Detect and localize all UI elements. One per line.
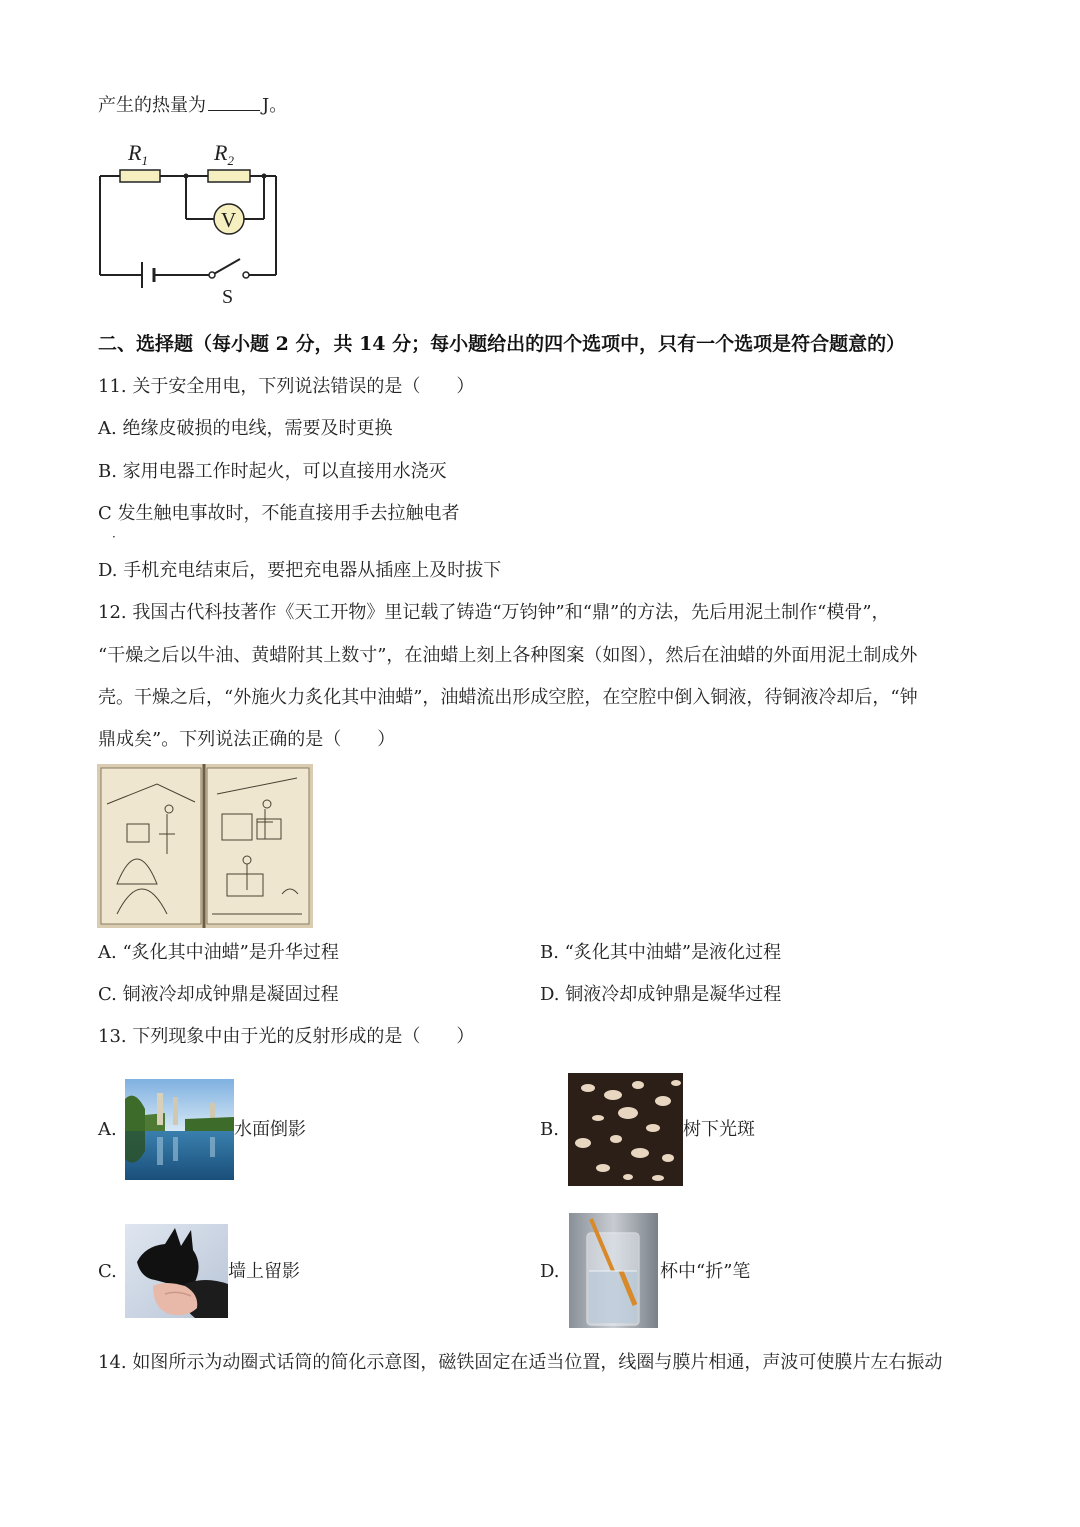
q13-option-c-letter[interactable]: C.: [98, 1261, 117, 1282]
q12-option-a[interactable]: A. “炙化其中油蜡”是升华过程: [98, 942, 339, 963]
voltmeter-label: V: [221, 208, 237, 232]
q13-option-b-letter[interactable]: B.: [540, 1119, 559, 1140]
q13-option-d-caption: 杯中“折”笔: [660, 1261, 751, 1282]
circuit-diagram: [90, 135, 290, 310]
q12-stem-line-3: 壳。干燥之后，“外施火力炙化其中油蜡”，油蜡流出形成空腔，在空腔中倒入铜液，待铜液冷却后，“钟: [98, 687, 918, 708]
q11-option-d[interactable]: D. 手机充电结束后，要把充电器从插座上及时拔下: [98, 560, 502, 581]
q12-stem-line-2: “干燥之后以牛油、黄蜡附其上数寸”，在油蜡上刻上各种图案（如图），然后在油蜡的外面用泥土制成外: [98, 645, 918, 666]
resistor-r2: [208, 170, 250, 182]
q12-option-b[interactable]: B. “炙化其中油蜡”是液化过程: [540, 942, 782, 963]
q10-prefix: 产生的热量为: [98, 95, 206, 116]
answer-blank[interactable]: [208, 92, 260, 111]
q12-option-d[interactable]: D. 铜液冷却成钟鼎是凝华过程: [540, 984, 782, 1005]
q13-option-d-letter[interactable]: D.: [540, 1261, 560, 1282]
stray-dot: ·: [112, 530, 116, 544]
resistor-r1: [120, 170, 160, 182]
q10-tail-line: [98, 92, 287, 118]
switch-label: S: [222, 286, 234, 308]
q11-stem: 11. 关于安全用电，下列说法错误的是（ ）: [98, 376, 475, 397]
hand-shadow-photo: [125, 1224, 228, 1318]
r1-label: $R_1$: [128, 140, 148, 168]
q14-stem: 14. 如图所示为动圈式话筒的简化示意图，磁铁固定在适当位置，线圈与膜片相通，声波可使膜片左右振动: [98, 1352, 943, 1373]
q11-option-c[interactable]: C 发生触电事故时，不能直接用手去拉触电者: [98, 503, 460, 524]
q13-option-a-letter[interactable]: A.: [98, 1119, 117, 1140]
q13-option-a-caption: 水面倒影: [234, 1119, 306, 1140]
q12-stem-line-1: 12. 我国古代科技著作《天工开物》里记载了铸造“万钧钟”和“鼎”的方法，先后用泥土制作“模骨”，: [98, 602, 890, 623]
q13-option-b-caption: 树下光斑: [683, 1119, 755, 1140]
r2-label: $R_2$: [214, 140, 234, 168]
q13-option-c-caption: 墙上留影: [228, 1261, 300, 1282]
q13-stem: 13. 下列现象中由于光的反射形成的是（ ）: [98, 1026, 475, 1047]
pencil-in-glass-photo: [569, 1213, 658, 1328]
tree-light-spots-photo: [568, 1073, 683, 1186]
water-reflection-photo: [125, 1079, 234, 1180]
section-heading: 二、选择题（每小题 2 分，共 14 分；每小题给出的四个选项中，只有一个选项是符合题意的）: [98, 333, 906, 355]
q10-suffix: J。: [262, 95, 288, 116]
q12-option-c[interactable]: C. 铜液冷却成钟鼎是凝固过程: [98, 984, 339, 1005]
tiangong-kaiwu-illustration: [97, 764, 313, 928]
q11-option-b[interactable]: B. 家用电器工作时起火，可以直接用水浇灭: [98, 461, 447, 482]
q12-stem-line-4: 鼎成矣”。下列说法正确的是（ ）: [98, 729, 396, 750]
q11-option-a[interactable]: A. 绝缘皮破损的电线，需要及时更换: [98, 418, 393, 439]
